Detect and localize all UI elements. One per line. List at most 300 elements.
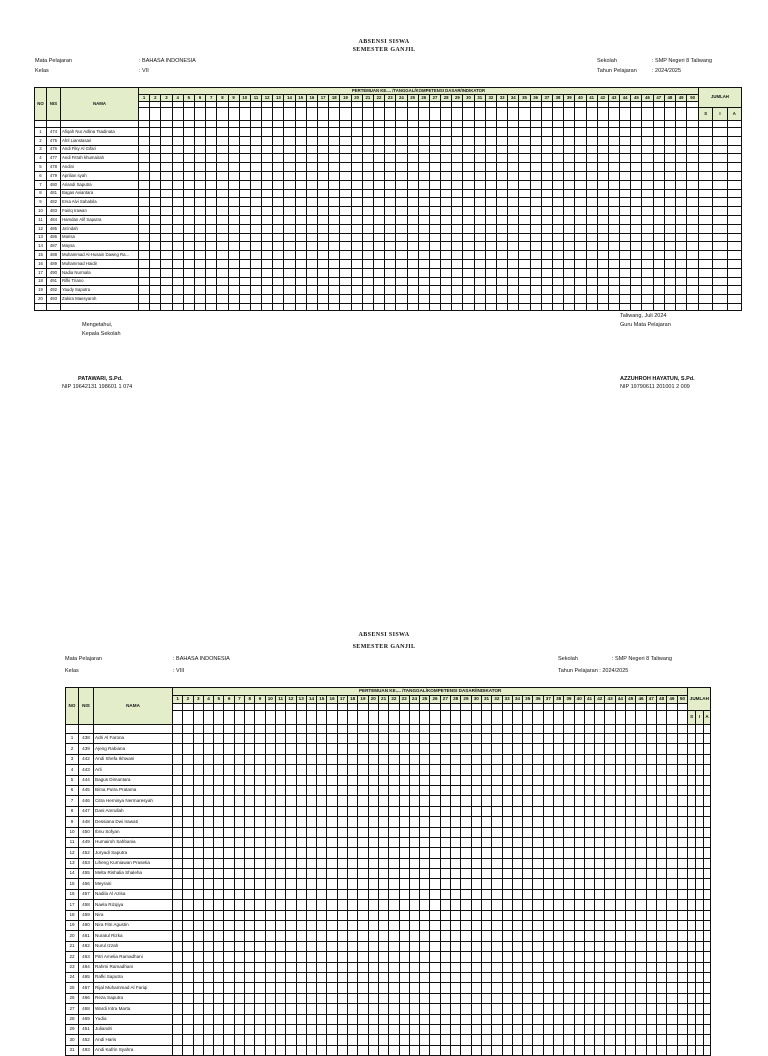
attendance-cell [463, 189, 474, 198]
spacer-cell [206, 121, 217, 128]
empty-cell [362, 303, 373, 310]
attendance-cell [340, 198, 351, 207]
attendance-cell [368, 1004, 378, 1014]
table-row [66, 1035, 711, 1045]
attendance-cell [595, 1035, 605, 1045]
spacer-cell [295, 121, 306, 128]
attendance-cell [150, 251, 161, 260]
attendance-cell [250, 224, 261, 233]
attendance-cell [378, 734, 388, 744]
spacer-cell [183, 121, 194, 128]
header-meeting-number: 22 [373, 95, 384, 102]
attendance-cell [626, 889, 636, 899]
empty-cell [620, 303, 631, 310]
sheet1-place-date: Taliwang, Juli 2024 [620, 313, 667, 319]
attendance-cell [306, 775, 316, 785]
attendance-cell [407, 268, 418, 277]
attendance-cell [183, 1035, 193, 1045]
attendance-cell [575, 189, 586, 198]
attendance-cell [636, 931, 646, 941]
table-row [35, 215, 742, 224]
attendance-cell [173, 817, 183, 827]
attendance-cell [727, 145, 741, 154]
attendance-cell [687, 215, 699, 224]
attendance-cell [409, 754, 419, 764]
attendance-cell [306, 295, 317, 304]
attendance-cell [461, 1014, 471, 1024]
attendance-cell [275, 993, 285, 1003]
attendance-cell [139, 128, 150, 137]
attendance-cell [626, 983, 636, 993]
attendance-cell [348, 869, 358, 879]
attendance-cell [605, 796, 615, 806]
attendance-cell [214, 858, 224, 868]
attendance-cell [173, 848, 183, 858]
attendance-cell [695, 796, 703, 806]
attendance-cell [481, 744, 491, 754]
attendance-cell [463, 286, 474, 295]
attendance-cell [564, 889, 574, 899]
attendance-cell [552, 198, 563, 207]
attendance-cell [595, 744, 605, 754]
attendance-cell [389, 744, 399, 754]
attendance-cell [626, 1024, 636, 1034]
header-date-cell [615, 711, 625, 725]
student-no: 11 [35, 215, 47, 224]
student-nis: 492 [47, 286, 61, 295]
attendance-cell [358, 900, 368, 910]
attendance-cell [485, 242, 496, 251]
empty-cell [329, 303, 340, 310]
attendance-cell [203, 879, 213, 889]
attendance-cell [471, 775, 481, 785]
attendance-cell [703, 796, 711, 806]
header-date-cell [385, 108, 396, 121]
attendance-cell [172, 215, 183, 224]
attendance-cell [368, 962, 378, 972]
attendance-cell [173, 744, 183, 754]
attendance-cell [461, 900, 471, 910]
attendance-cell [173, 889, 183, 899]
attendance-cell [183, 128, 194, 137]
attendance-cell [183, 869, 193, 879]
attendance-cell [420, 827, 430, 837]
header-meeting-number: 24 [396, 95, 407, 102]
attendance-cell [296, 754, 306, 764]
attendance-cell [234, 993, 244, 1003]
attendance-cell [502, 931, 512, 941]
attendance-cell [265, 785, 275, 795]
attendance-cell [284, 128, 295, 137]
attendance-cell [348, 1014, 358, 1024]
attendance-cell [533, 754, 543, 764]
attendance-cell [667, 962, 677, 972]
attendance-cell [574, 827, 584, 837]
attendance-cell [584, 754, 594, 764]
header-date-cell [677, 704, 688, 711]
spacer-cell [94, 725, 173, 734]
attendance-cell [497, 215, 508, 224]
attendance-cell [284, 242, 295, 251]
table-row [66, 1045, 711, 1055]
student-no: 25 [66, 983, 79, 993]
attendance-cell [173, 734, 183, 744]
attendance-cell [262, 242, 273, 251]
attendance-cell [418, 295, 429, 304]
attendance-cell [172, 295, 183, 304]
attendance-cell [481, 869, 491, 879]
attendance-cell [440, 869, 450, 879]
spacer-cell [183, 725, 193, 734]
sheet1-tp-value: : 2024/2025 [652, 68, 682, 74]
attendance-cell [173, 910, 183, 920]
attendance-cell [481, 734, 491, 744]
attendance-cell [286, 827, 296, 837]
attendance-cell [139, 224, 150, 233]
attendance-cell [463, 163, 474, 172]
attendance-cell [245, 765, 255, 775]
attendance-cell [337, 879, 347, 889]
attendance-cell [262, 207, 273, 216]
attendance-cell [389, 869, 399, 879]
header-meeting-number: 2 [150, 95, 161, 102]
attendance-cell [676, 251, 687, 260]
attendance-cell [586, 277, 597, 286]
attendance-cell [407, 154, 418, 163]
attendance-cell [296, 837, 306, 847]
student-name: Melta Rishalia Shaleha [94, 869, 173, 879]
spacer-cell [358, 725, 368, 734]
attendance-cell [295, 180, 306, 189]
attendance-cell [461, 889, 471, 899]
attendance-cell [173, 972, 183, 982]
attendance-cell [139, 171, 150, 180]
attendance-cell [615, 858, 625, 868]
attendance-cell [552, 295, 563, 304]
attendance-cell [727, 251, 741, 260]
header-date-cell [471, 704, 481, 711]
attendance-cell [533, 858, 543, 868]
header-date-cell [150, 108, 161, 121]
attendance-cell [508, 198, 519, 207]
attendance-cell [275, 921, 285, 931]
attendance-cell [440, 900, 450, 910]
attendance-cell [541, 171, 552, 180]
spacer-cell [713, 121, 727, 128]
attendance-cell [605, 993, 615, 1003]
attendance-cell [327, 817, 337, 827]
empty-cell [608, 303, 619, 310]
attendance-cell [389, 952, 399, 962]
attendance-cell [173, 858, 183, 868]
student-nis: 444 [79, 775, 94, 785]
attendance-cell [463, 233, 474, 242]
attendance-cell [234, 952, 244, 962]
attendance-cell [348, 775, 358, 785]
attendance-cell [368, 796, 378, 806]
attendance-cell [306, 259, 317, 268]
student-name: Bima Putra Pratama [94, 785, 173, 795]
attendance-cell [275, 806, 285, 816]
attendance-cell [595, 993, 605, 1003]
header-meeting-number: 3 [161, 95, 172, 102]
attendance-cell [615, 941, 625, 951]
table-row [66, 817, 711, 827]
attendance-cell [481, 848, 491, 858]
attendance-cell [574, 1004, 584, 1014]
attendance-cell [396, 268, 407, 277]
header-meeting-number: 14 [284, 95, 295, 102]
attendance-cell [337, 827, 347, 837]
attendance-cell [420, 921, 430, 931]
header-meeting-number: 16 [327, 696, 337, 704]
attendance-cell [463, 295, 474, 304]
attendance-cell [161, 180, 172, 189]
attendance-cell [150, 189, 161, 198]
attendance-cell [396, 180, 407, 189]
attendance-cell [441, 233, 452, 242]
student-no: 31 [66, 1045, 79, 1055]
attendance-cell [373, 154, 384, 163]
attendance-cell [183, 277, 194, 286]
attendance-cell [553, 889, 563, 899]
attendance-cell [351, 163, 362, 172]
attendance-cell [653, 251, 664, 260]
attendance-cell [543, 983, 553, 993]
attendance-cell [636, 796, 646, 806]
attendance-cell [351, 259, 362, 268]
attendance-cell [677, 796, 688, 806]
attendance-cell [646, 848, 656, 858]
attendance-cell [245, 754, 255, 764]
attendance-cell [286, 817, 296, 827]
student-nis: 487 [47, 242, 61, 251]
attendance-cell [615, 993, 625, 1003]
attendance-cell [615, 837, 625, 847]
attendance-cell [295, 259, 306, 268]
attendance-cell [646, 837, 656, 847]
attendance-cell [646, 931, 656, 941]
student-no: 14 [35, 242, 47, 251]
attendance-cell [595, 983, 605, 993]
attendance-cell [378, 952, 388, 962]
attendance-cell [224, 785, 234, 795]
attendance-cell [636, 869, 646, 879]
attendance-cell [317, 983, 327, 993]
attendance-cell [608, 295, 619, 304]
attendance-cell [368, 889, 378, 899]
attendance-cell [597, 189, 608, 198]
attendance-cell [492, 1045, 502, 1055]
attendance-cell [461, 734, 471, 744]
attendance-cell [595, 972, 605, 982]
attendance-cell [564, 817, 574, 827]
attendance-cell [172, 233, 183, 242]
attendance-cell [653, 277, 664, 286]
attendance-cell [295, 189, 306, 198]
attendance-cell [530, 215, 541, 224]
student-no: 21 [66, 941, 79, 951]
attendance-cell [605, 889, 615, 899]
attendance-cell [396, 189, 407, 198]
attendance-cell [452, 277, 463, 286]
attendance-cell [595, 889, 605, 899]
student-nis: 450 [79, 827, 94, 837]
student-name: Maysa [61, 242, 139, 251]
attendance-cell [523, 806, 533, 816]
spacer-cell [368, 725, 378, 734]
attendance-cell [575, 268, 586, 277]
attendance-cell [245, 827, 255, 837]
attendance-cell [564, 128, 575, 137]
attendance-cell [605, 972, 615, 982]
attendance-cell [329, 198, 340, 207]
attendance-cell [362, 286, 373, 295]
attendance-cell [440, 941, 450, 951]
attendance-cell [206, 277, 217, 286]
attendance-cell [389, 900, 399, 910]
attendance-cell [463, 251, 474, 260]
attendance-cell [378, 910, 388, 920]
attendance-cell [275, 983, 285, 993]
attendance-cell [595, 931, 605, 941]
attendance-cell [552, 189, 563, 198]
attendance-cell [327, 1014, 337, 1024]
attendance-cell [399, 931, 409, 941]
attendance-cell [564, 189, 575, 198]
attendance-cell [337, 869, 347, 879]
attendance-cell [574, 983, 584, 993]
attendance-cell [255, 983, 265, 993]
attendance-cell [656, 796, 666, 806]
header-izin: I [713, 108, 727, 121]
attendance-cell [275, 817, 285, 827]
attendance-cell [265, 900, 275, 910]
empty-cell [474, 303, 485, 310]
header-date-cell [284, 108, 295, 121]
attendance-cell [214, 952, 224, 962]
attendance-cell [206, 189, 217, 198]
attendance-cell [584, 848, 594, 858]
attendance-cell [461, 775, 471, 785]
header-date-cell [564, 704, 574, 711]
attendance-cell [306, 171, 317, 180]
attendance-cell [214, 754, 224, 764]
attendance-cell [329, 189, 340, 198]
attendance-cell [502, 1045, 512, 1055]
attendance-cell [206, 295, 217, 304]
attendance-cell [699, 286, 713, 295]
attendance-cell [597, 171, 608, 180]
spacer-cell [636, 725, 646, 734]
header-date-cell [351, 108, 362, 121]
attendance-cell [378, 1014, 388, 1024]
attendance-cell [378, 775, 388, 785]
spacer-cell [173, 725, 183, 734]
header-date-cell [362, 108, 373, 121]
attendance-cell [239, 242, 250, 251]
attendance-cell [378, 900, 388, 910]
empty-cell [713, 303, 727, 310]
attendance-cell [389, 962, 399, 972]
empty-cell [687, 303, 699, 310]
attendance-cell [523, 1024, 533, 1034]
header-meeting-number: 50 [677, 696, 688, 704]
attendance-cell [497, 128, 508, 137]
attendance-cell [348, 879, 358, 889]
attendance-cell [265, 941, 275, 951]
attendance-cell [245, 1045, 255, 1055]
attendance-cell [306, 233, 317, 242]
attendance-cell [699, 189, 713, 198]
attendance-cell [245, 1024, 255, 1034]
attendance-cell [615, 827, 625, 837]
attendance-cell [451, 993, 461, 1003]
attendance-cell [318, 224, 329, 233]
attendance-cell [471, 983, 481, 993]
header-date-cell [234, 711, 244, 725]
header-meeting-number: 32 [485, 95, 496, 102]
attendance-cell [656, 734, 666, 744]
attendance-cell [228, 189, 239, 198]
attendance-cell [461, 754, 471, 764]
attendance-cell [317, 806, 327, 816]
attendance-cell [389, 806, 399, 816]
attendance-cell [541, 215, 552, 224]
attendance-cell [636, 879, 646, 889]
attendance-cell [608, 233, 619, 242]
header-meeting-number: 15 [317, 696, 327, 704]
attendance-cell [451, 1004, 461, 1014]
attendance-cell [295, 136, 306, 145]
attendance-cell [409, 910, 419, 920]
header-date-cell [262, 108, 273, 121]
attendance-cell [262, 259, 273, 268]
attendance-cell [183, 136, 194, 145]
attendance-cell [358, 962, 368, 972]
attendance-cell [605, 817, 615, 827]
header-date-cell [327, 711, 337, 725]
attendance-cell [451, 754, 461, 764]
attendance-cell [553, 1035, 563, 1045]
attendance-cell [574, 837, 584, 847]
attendance-cell [512, 941, 522, 951]
attendance-cell [564, 268, 575, 277]
attendance-cell [452, 163, 463, 172]
attendance-cell [440, 1035, 450, 1045]
attendance-cell [533, 806, 543, 816]
attendance-cell [620, 154, 631, 163]
attendance-cell [217, 171, 228, 180]
attendance-cell [409, 993, 419, 1003]
attendance-cell [502, 921, 512, 931]
attendance-cell [575, 277, 586, 286]
attendance-cell [497, 251, 508, 260]
attendance-cell [552, 163, 563, 172]
header-date-cell [389, 704, 399, 711]
attendance-cell [492, 1014, 502, 1024]
attendance-cell [713, 277, 727, 286]
attendance-cell [481, 1035, 491, 1045]
attendance-cell [541, 268, 552, 277]
attendance-cell [150, 198, 161, 207]
header-meeting-number: 46 [642, 95, 653, 102]
attendance-cell [564, 765, 574, 775]
attendance-cell [348, 1045, 358, 1055]
spacer-cell [245, 725, 255, 734]
attendance-cell [306, 941, 316, 951]
attendance-cell [234, 900, 244, 910]
